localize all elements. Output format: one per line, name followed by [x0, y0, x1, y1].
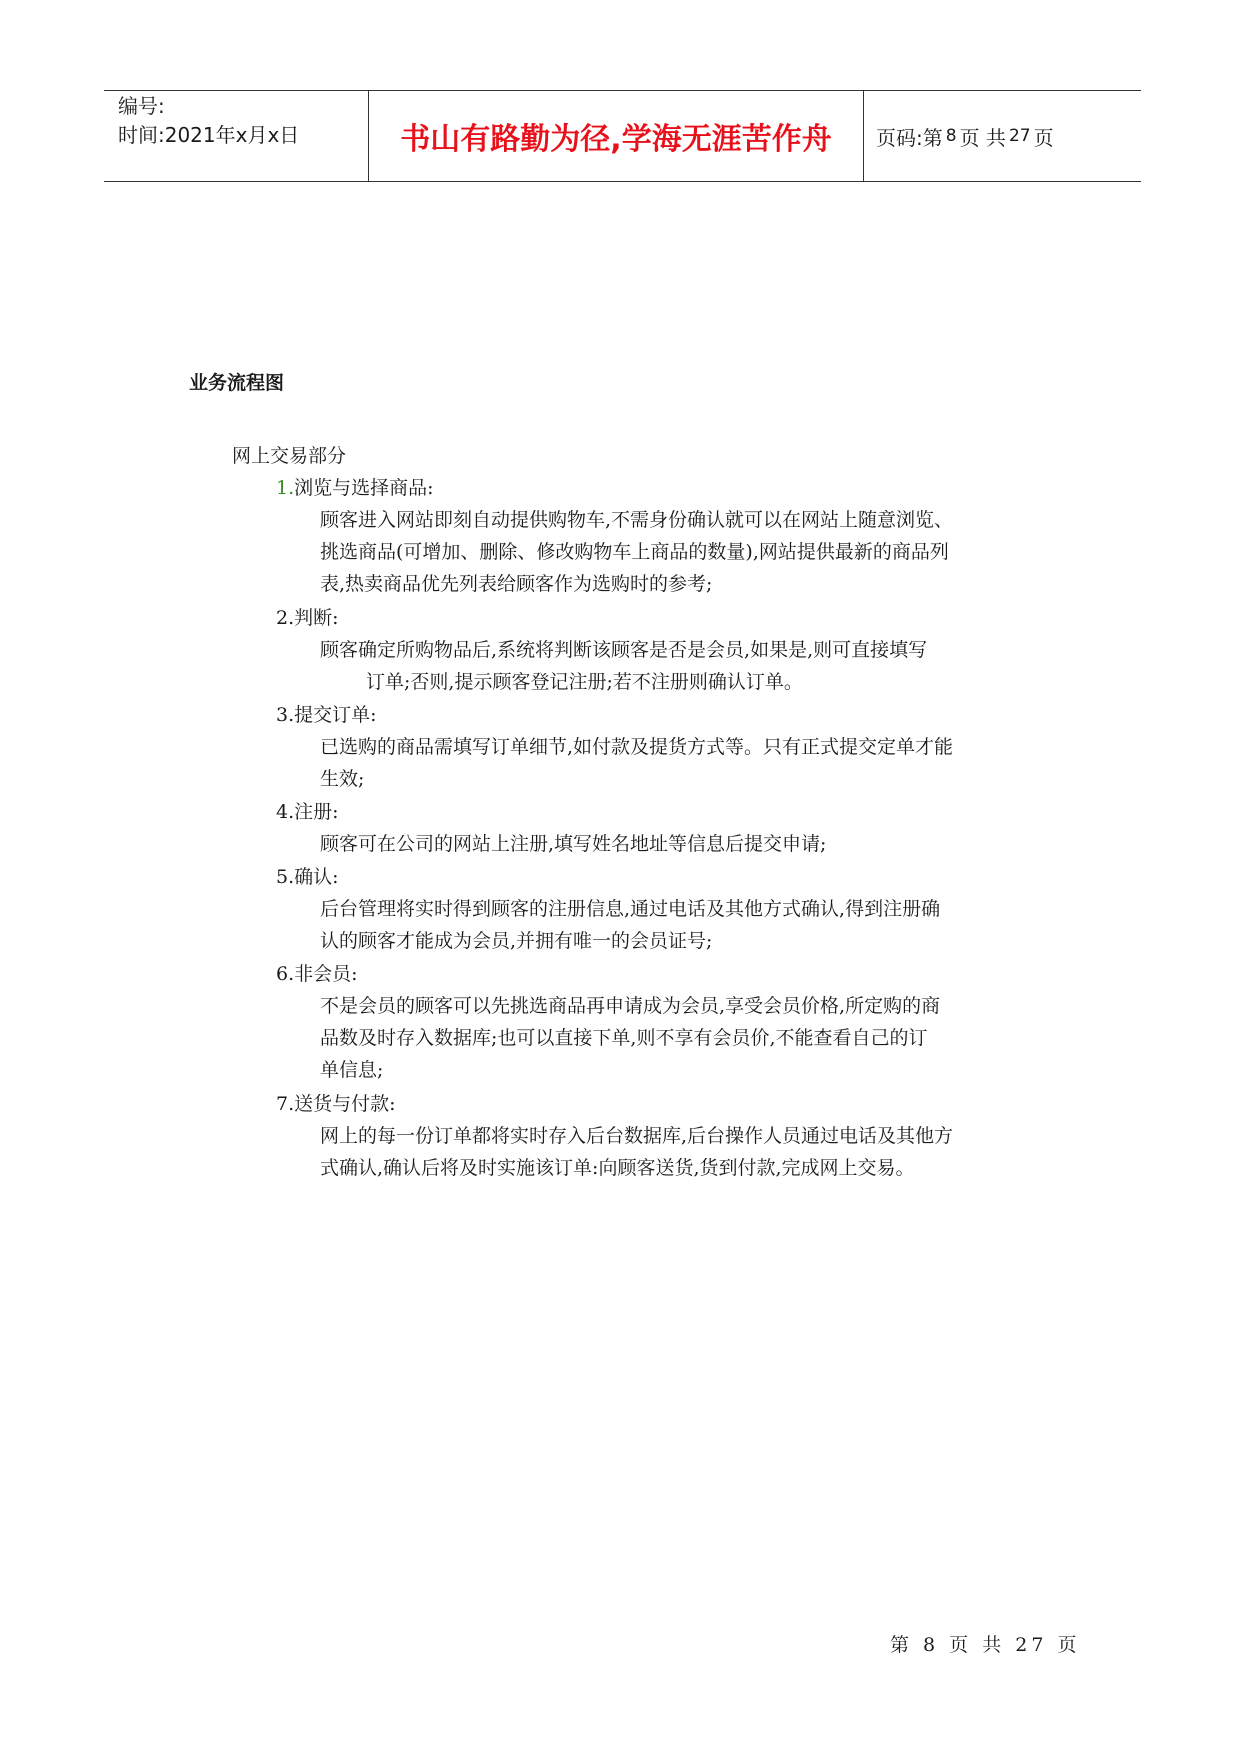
item-line: 不是会员的顾客可以先挑选商品再申请成为会员,享受会员价格,所定购的商 — [320, 995, 941, 1017]
item-line: 单信息; — [320, 1059, 384, 1081]
page-header — [104, 90, 1141, 182]
item-heading — [276, 796, 339, 828]
section-title: 业务流程图 — [189, 372, 285, 394]
item-body — [320, 1120, 1065, 1184]
page-footer: 第 8 页 共 27 页 — [890, 1634, 1081, 1656]
item-title: 送货与付款: — [294, 1093, 396, 1115]
item-line: 已选购的商品需填写订单细节,如付款及提货方式等。只有正式提交定单才能 — [320, 736, 954, 758]
item-title: 提交订单: — [294, 704, 377, 726]
item-line: 式确认,确认后将及时实施该订单:向顾客送货,货到付款,完成网上交易。 — [320, 1157, 915, 1179]
number-label: 编号: — [118, 94, 165, 118]
item-body — [320, 731, 1065, 795]
item-line: 挑选商品(可增加、删除、修改购物车上商品的数量),网站提供最新的商品列 — [320, 541, 949, 563]
item-title: 浏览与选择商品: — [294, 477, 434, 499]
item-heading — [276, 472, 434, 504]
item-index: 5. — [276, 866, 295, 888]
item-index: 7. — [276, 1093, 295, 1115]
item-body — [320, 504, 1065, 600]
item-line: 订单;否则,提示顾客登记注册;若不注册则确认订单。 — [366, 671, 803, 693]
item-index: 3. — [276, 704, 295, 726]
item-line: 顾客进入网站即刻自动提供购物车,不需身份确认就可以在网站上随意浏览、 — [320, 509, 954, 531]
item-line: 顾客确定所购物品后,系统将判断该顾客是否是会员,如果是,则可直接填写 — [320, 639, 928, 661]
item-heading — [276, 1088, 396, 1120]
item-body — [320, 634, 1065, 698]
part-title: 网上交易部分 — [232, 445, 347, 467]
page-prefix: 页码:第 — [876, 125, 943, 150]
item-heading — [276, 602, 339, 634]
page-current: 8 — [945, 126, 957, 146]
item-title: 确认: — [294, 866, 339, 888]
item-heading — [276, 958, 358, 990]
item-index: 1. — [276, 477, 295, 499]
item-heading — [276, 861, 339, 893]
item-index: 4. — [276, 801, 295, 823]
header-meta — [104, 91, 369, 181]
item-line: 品数及时存入数据库;也可以直接下单,则不享有会员价,不能查看自己的订 — [320, 1027, 928, 1049]
item-title: 注册: — [294, 801, 339, 823]
item-index: 2. — [276, 607, 295, 629]
item-heading — [276, 699, 377, 731]
page-total: 27 — [1008, 126, 1031, 146]
header-page-info — [864, 91, 1141, 181]
item-line: 顾客可在公司的网站上注册,填写姓名地址等信息后提交申请; — [320, 833, 827, 855]
item-line: 认的顾客才能成为会员,并拥有唯一的会员证号; — [320, 930, 713, 952]
item-line: 网上的每一份订单都将实时存入后台数据库,后台操作人员通过电话及其他方 — [320, 1125, 954, 1147]
time-label: 时间:2021年x月x日 — [118, 123, 300, 147]
page-suffix: 页 — [1033, 125, 1054, 150]
item-index: 6. — [276, 963, 295, 985]
page-mid: 页 共 — [959, 125, 1006, 150]
item-body — [320, 893, 1065, 957]
item-line: 表,热卖商品优先列表给顾客作为选购时的参考; — [320, 573, 713, 595]
header-motto: 书山有路勤为径,学海无涯苦作舟 — [369, 91, 864, 181]
item-line: 生效; — [320, 768, 365, 790]
item-body — [320, 828, 1065, 860]
item-line: 后台管理将实时得到顾客的注册信息,通过电话及其他方式确认,得到注册确 — [320, 898, 941, 920]
item-title: 非会员: — [294, 963, 358, 985]
item-title: 判断: — [294, 607, 339, 629]
item-body — [320, 990, 1065, 1086]
